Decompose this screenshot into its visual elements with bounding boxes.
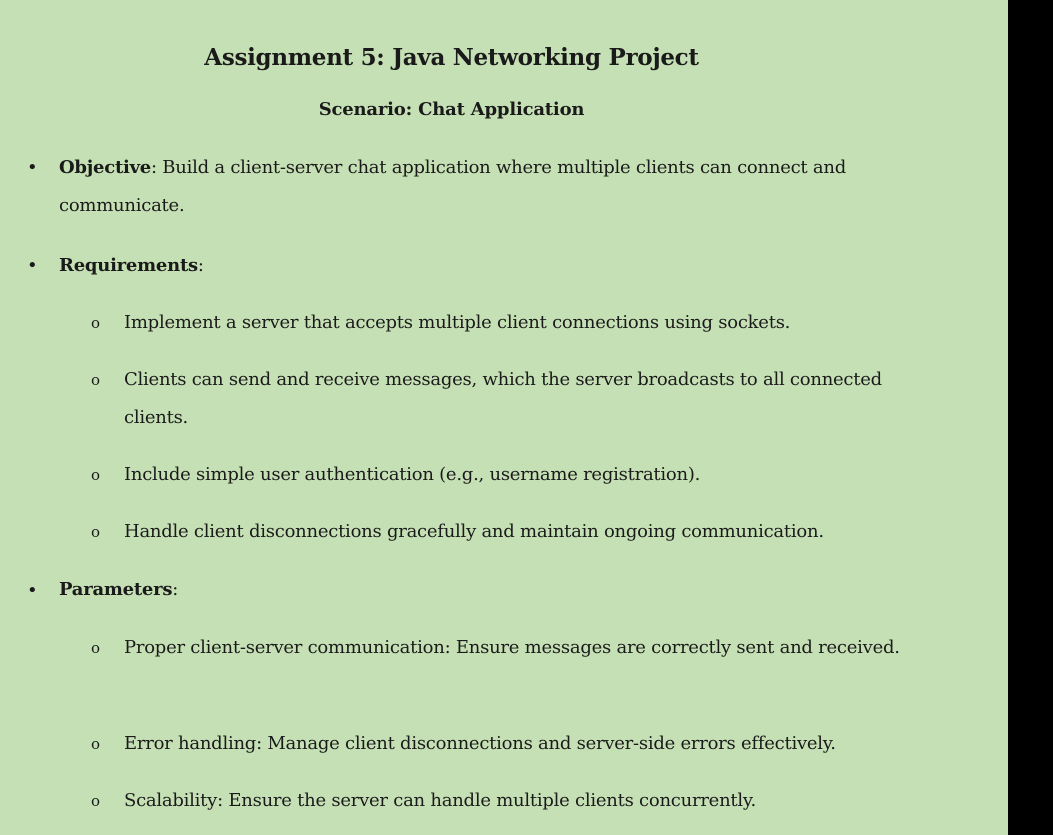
sub-bullet-marker: o — [91, 523, 101, 541]
sub-bullet-marker: o — [91, 371, 101, 389]
list-item: Error handling: Manage client disconnections and server-side errors effectively. — [124, 733, 836, 754]
parameters-label: Parameters — [59, 579, 173, 600]
requirements-heading: Requirements: — [59, 255, 204, 276]
sub-bullet-marker: o — [91, 735, 101, 753]
objective-paragraph — [59, 149, 911, 225]
list-item: Implement a server that accepts multiple client connections using sockets. — [124, 312, 791, 333]
sub-bullet-marker: o — [91, 792, 101, 810]
list-item: Scalability: Ensure the server can handle multiple clients concurrently. — [124, 790, 756, 811]
objective-text: : Build a client-server chat application where multiple clients can connect and communicate. — [59, 157, 846, 216]
requirements-label: Requirements — [59, 255, 198, 276]
sub-bullet-marker: o — [91, 639, 101, 657]
document-title: Assignment 5: Java Networking Project — [204, 44, 699, 71]
sub-bullet-marker: o — [91, 314, 101, 332]
sub-bullet-marker: o — [91, 466, 101, 484]
objective-label: Objective — [59, 157, 152, 178]
document-subtitle: Scenario: Chat Application — [318, 99, 585, 120]
list-item: Proper client-server communication: Ensure messages are correctly sent and received. — [124, 637, 900, 658]
bullet-marker: • — [27, 255, 38, 276]
parameters-heading: Parameters: — [59, 579, 179, 600]
bullet-marker: • — [27, 157, 38, 178]
list-item: Handle client disconnections gracefully and maintain ongoing communication. — [124, 521, 824, 542]
bullet-marker: • — [27, 580, 38, 601]
list-item: Clients can send and receive messages, which the server broadcasts to all connected clients. — [124, 369, 882, 428]
list-item: Include simple user authentication (e.g., username registration). — [124, 464, 701, 485]
